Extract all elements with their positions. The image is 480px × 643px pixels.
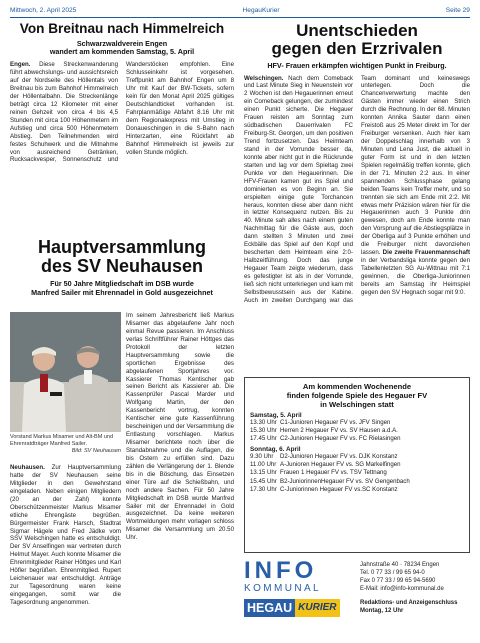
schedule-day: Samstag, 5. April (250, 412, 302, 420)
article-title: Unentschieden (296, 21, 418, 40)
publisher-contact (360, 561, 470, 615)
logo-info-text: INFO (244, 557, 318, 584)
article-subtitle: Manfred Sailer mit Ehrennadel in Gold ausgezeichnet (31, 287, 213, 297)
logo-kommunal-text: KOMMUNAL (244, 583, 321, 594)
caption-credit: Bild: SV Neuhausen (71, 448, 121, 455)
body-text: Im seinem Jahresbericht ließ Markus Misamer das abgelaufene Jahr noch einmal Revue passieren. Im Anschluss verlas Schriftführer Rainer Höttges das Protokoll der letzten Hauptversammlung sowie die sportlichen Ergebnisse des abgelaufenen Sportjahres vor. Kassierer Thomas Kentischer gab seinen Bericht als Kassierer ab. Die Kassenprüfer Pascal Marder und Wolfgang Martin, der den Kassenbericht vortrug, konnten Kentischer eine gute Kassenführung bescheinigen und der Versammlung die Entlastung vorschlagen. Markus Misamer berichtete noch über die Standabnahme und die Auflagen, die bis Ostern zu erfüllen sind. Dazu zählen die Verlängerung der 1. Blende bis in die Böschung, das Einsetzen einer Türe auf die Schießbahn, und noch andere Sachen. Für 50 Jahre Mitgliedschaft im DSB wurde Manfred Sailer mit der Ehrennadel in Gold ausgezeichnet. Da keine weiteren Wortmeldungen mehr vorlagen schloss Misamer die Versammlung um 20.50 Uhr. (126, 312, 234, 542)
schedule-title: finden folgende Spiele des Hegauer FV (286, 391, 428, 401)
game-text: D2-Junioren Hegauer FV vs. DJK Konstanz (280, 453, 398, 461)
email-link[interactable]: E-Mail: info@info-kommunal.de (360, 586, 444, 593)
deadline-value: Montag, 12 Uhr (360, 608, 404, 615)
match-schedule-box (244, 377, 470, 553)
logo-kurier-text: KURIER (295, 599, 339, 617)
header-rule (10, 17, 470, 19)
article-photo (10, 312, 121, 432)
schedule-title: Am kommenden Wochenende (302, 382, 412, 391)
page-header (10, 4, 470, 16)
article-title: Von Breitnau nach Himmelreich (19, 21, 225, 36)
game-time: 13.15 Uhr (250, 469, 277, 477)
game-time: 11.00 Uhr (250, 461, 277, 469)
schedule-row (250, 469, 464, 477)
subhead: Die zweite Frauenmannschaft (382, 249, 470, 257)
article-title: gegen den Erzrivalen (271, 39, 443, 59)
hegaukurier-logo (244, 599, 352, 617)
schedule-row (250, 419, 464, 427)
paper-name: HegauKurier (242, 6, 280, 14)
schedule-row (250, 427, 464, 435)
body-text: Nach dem Comeback und Last Minute Sieg in Neuenstein vor 2 Wochen ist den Hegauerinnen erneut ein Comeback gelungen, der zumindest einen Punkt sicherte. Die Hegauer Frauen reisten am Sonntag zum südbadischen Dauerrivalen FC Freiburg-St. Georgen, um den positiven Trend fortzusetzen. Das Heimteam stand in der Vorrunde besser da, konnte aber nicht gut in die Rückrunde starten und lag vor dem Spieltag zwei Punkte vor den Hegauerinnen. Die HFV-Frauen kamen gut ins Spiel und dominierten es von Beginn an. Sie erspielten einige gute Torchancen heraus, konnten diese aber dann nicht in letzter Konsequenz nutzen. Bis zu 40. Minute sah alles nach einem guten Nachmittag für die Gäste aus, doch dann stellten 3 Minuten und zwei Eckbälle das Spiel auf den Kopf und bescherten dem Heimteam eine 2:0-Halbzeitführung. Doch das junge Hegauer Team zeigte wiederum, dass es gefestigter ist als in der Vorrunde, ließ sich nicht unterkriegen und kam mit Selbstbewusstsein aus der Kabine. Auch im zweiten Durchgang war das Team dominant und keineswegs unterlegen. Doch die Chancenverwertung machte den Gästen immer wieder einen Strich durch die Rechnung. In der 68. Minuten konnten Annika Sauter dann einen Freistoß aus 25 Meter direkt im Tor der Freiburger versenken. Auch hier kam der Doppelschlag innerhalb von 3 Minuten und Lena Just, die aktuell in guter Form ist und in den letzten Spielen regelmäßig treffen konnte, glich in der 71. Minuten 2:2 aus. In einer spannenden Schlussphase gelang beiden Teams kein Treffer mehr, und so trennten sie sich am Ende mit 2:2. Mit etwas mehr Präzision wären hier für die Hegauerinnen auch 3 Punkte drin gewesen, doch am Ende konnte man den Vorsprung auf die Abstiegsplätze in der Oberliga auf 3 Punkte erhöhen und die Freiburger nicht davonziehen lassen. (244, 74, 470, 304)
game-text: C-Juniorinnen Hegauer FV vs.SC Konstanz (280, 485, 398, 493)
schedule-row (250, 486, 464, 494)
article-body-left (10, 464, 121, 640)
article-breitnau (10, 22, 234, 235)
caption-text: Vorstand Markus Misamer und Alt-BM und Ehrenratdträger Manfred Sailer. (10, 434, 114, 448)
game-text: Herren 2 Hegauer FV vs. SV Hausen a.d.A. (280, 427, 398, 435)
game-time: 17.45 Uhr (250, 435, 277, 443)
article-body (10, 61, 234, 233)
schedule-row (250, 435, 464, 443)
article-body (244, 75, 470, 368)
game-time: 15.45 Uhr (250, 477, 277, 485)
game-text: C1-Junioren Hegauer FV vs. JFV Singen (280, 419, 391, 427)
dateline: Neuhausen. (10, 464, 45, 471)
deadline-label: Redaktions- und Anzeigenschluss (360, 600, 458, 607)
schedule-row (250, 453, 464, 461)
article-subtitle: Für 50 Jahre Mitgliedschaft im DSB wurde (50, 278, 194, 288)
article-title: Hauptversammlung (37, 237, 207, 257)
info-kommunal-logo (244, 559, 356, 594)
article-hfv-frauen (244, 22, 470, 367)
game-time: 17.30 Uhr (250, 485, 277, 493)
game-text: A-Junioren Hegauer FV vs. SG Markelfingen (280, 461, 401, 469)
game-text: C2-Junioren Hegauer FV vs. FC Rielasingen (280, 435, 401, 443)
body-text: Diese Streckenwanderung führt abwechslungs- und aussichtsreich auf der Nordseite des Höllentals von Breitnau bis zum Bahnhof Himmelreich der Höllentalbahn. Die Streckenlänge beträgt circa 12 Kilometer mit einer reinen Gehzeit von circa 4 bis 4,5 Stunden mit circa 100 Höhenmetern im Aufstieg und circa 500 Höhenmetern Abstieg. Den Teilnehmenden wird festes Schuhwerk und die Mitnahme von ausreichend Getränken, Rucksackvesper, Sonnenschutz und Wanderstöcken empfohlen. Eine Schlusseinkehr ist vorgesehen. Treffpunkt am Bahnhof Engen um 8 Uhr mit Kauf der BW-Tickets, sofern kein für den Monat April 2025 gültiges Deutschlandticket vorhanden ist. Fahrplanmäßige Abfahrt 8.16 Uhr mit dem Regionalexpress mit Umstieg in Donaueschingen in die S-Bahn nach Hinterzarten, eine Rückfahrt ab Bahnhof Himmelreich ist jeweils zur vollen Stunde möglich. (10, 61, 234, 164)
article-subtitle: Schwarzwaldverein Engen (76, 38, 168, 48)
article-body-right (126, 312, 234, 640)
game-text: B2-JuniorinnenHegauer FV vs. SV Gengenbach (280, 477, 410, 485)
article-subtitle: wandert am kommenden Samstag, 5. April (49, 47, 195, 57)
schedule-title: in Welschingen statt (320, 400, 394, 410)
dateline: Engen. (10, 61, 31, 69)
schedule-row (250, 461, 464, 469)
schedule-day: Sonntag, 6. April (250, 446, 301, 454)
photo-caption (10, 434, 121, 455)
fax-text: Fax 0 77 33 / 99 65 94-5690 (360, 578, 436, 585)
game-time: 15.30 Uhr (250, 427, 277, 435)
issue-date: Mittwoch, 2. April 2025 (10, 6, 77, 14)
schedule-row (250, 478, 464, 486)
photo-men-illustration (10, 312, 121, 432)
logo-hegau-text: HEGAU (244, 599, 295, 617)
body-text: in der Verbandsliga konnte gegen den Tabellenletzten SG Au-Wittnau mit 7:1 gewinnen, die Oberliga-Juniorinnen bereits am Samstag ihr Heimspiel gegen den SV Hegnach sogar mit 9:0. (361, 257, 470, 296)
game-time: 9.30 Uhr (250, 453, 274, 461)
game-text: Frauen 1 Hegauer FV vs. TSV Tettnang (280, 469, 387, 477)
phone-text: Tel. 0 77 33 / 99 65 94-0 (360, 570, 425, 577)
address-text: Jahnstraße 40 · 78234 Engen (360, 562, 440, 568)
article-subtitle: HFV- Frauen erkämpfen wichtigen Punkt in Freiburg. (267, 60, 447, 70)
article-title: des SV Neuhausen (40, 256, 204, 277)
dateline: Welschingen. (244, 74, 284, 82)
game-time: 13.30 Uhr (250, 419, 277, 427)
page-number: Seite 29 (445, 6, 470, 14)
publisher-info-box (244, 557, 470, 641)
body-text: Zur Hauptversammlung hatte der SV Neuhausen seine Mitglieder in den Gewehrstand eingeladen. Neben einigen Mitgliedern (20 an der Zahl) konnte Oberschützenmeister Markus Misamer etliche Ehrengäste begrüßen. Bürgermeister Frank Harsch, Stadtrat Sigmar Hägele und Fred Jädke vom SSV Welschingen hatte es entschuldigt. Der SV Anselfingen war vertreten durch Helmut Mayer. Auch konnte Misamer die Ehrenmitglieder Rainer Höttges und Karl Höfler begrüßen. Ehrenmitglied. Rupert Leichenauer war entschuldigt. Anträge zur Tagesordnung waren keine eingegangen, somit war die Tagesordnung angenommen. (10, 464, 121, 606)
